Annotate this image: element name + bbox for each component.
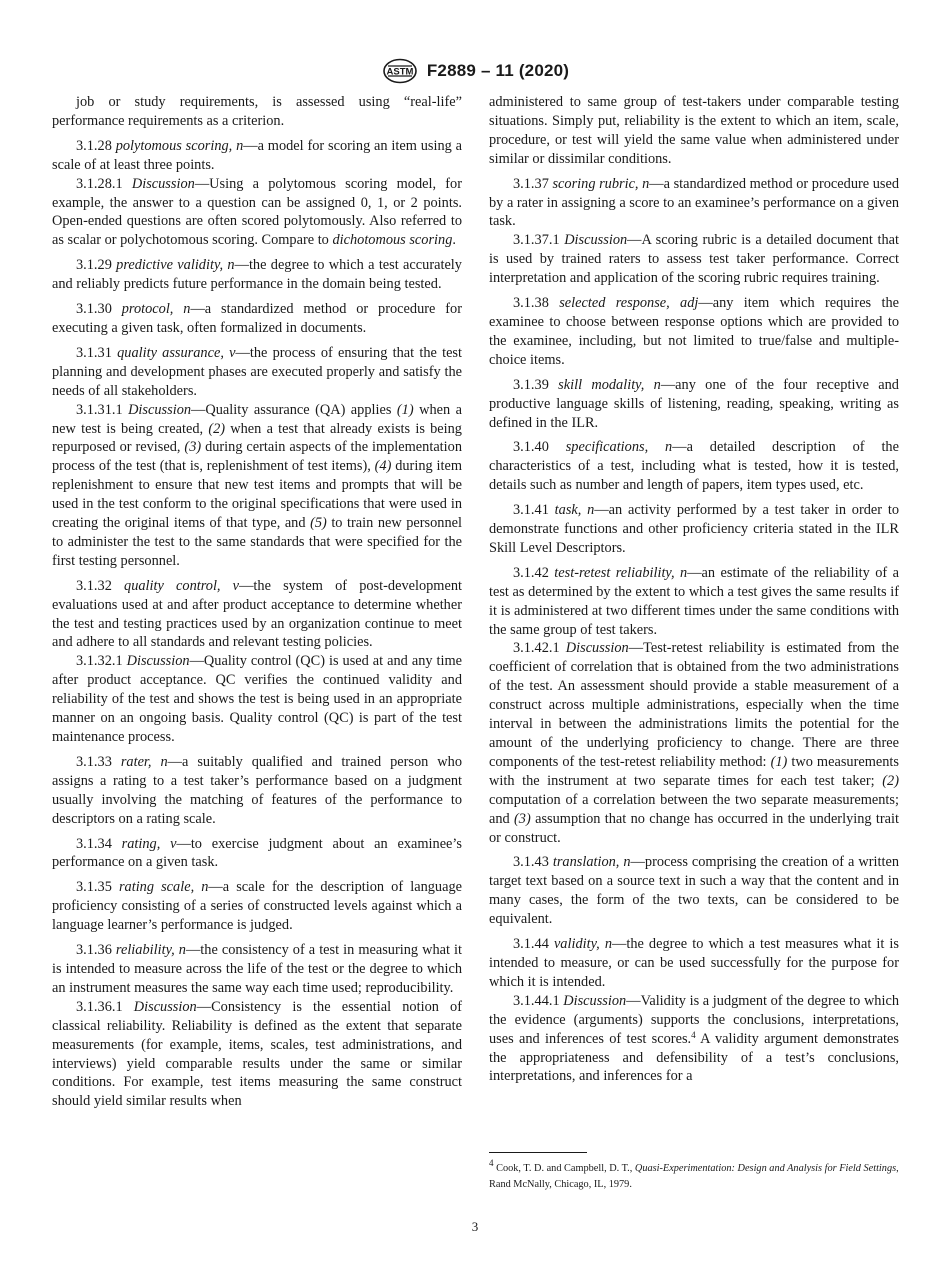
paragraph [489, 501, 899, 558]
text-run: 3.1.36.1 [76, 998, 134, 1015]
paragraph [489, 935, 899, 992]
text-run: 3.1.44.1 [513, 992, 564, 1009]
left-column [52, 93, 462, 1111]
text-run: 3.1.40 [513, 439, 566, 456]
paragraph [52, 256, 462, 294]
paragraph [489, 639, 899, 847]
text-run: administered to same group of test-takers under comparable testing situations. Simply put, reliability is the extent to which an item, scale, procedure, or test will yield the same value when administered under similar or dissimilar conditions. [489, 94, 899, 167]
italic-text: translation, n [552, 854, 631, 871]
paragraph [489, 853, 899, 929]
paragraph [489, 376, 899, 433]
paragraph [52, 93, 462, 131]
text-run: —Using a polytomous scoring model, for example, the answer to a question can be assigned 0, 1, or 2 points. Open-ended questions are often scored polytomously. Also referred to as scalar or polychotomous scoring. Compare to [52, 175, 463, 249]
text-run: —process comprising the creation of a written target text based on a source text in such a way that the content and in many cases, the form of the two texts, can be considered to be equivalent. [489, 854, 899, 928]
text-run: computation of a correlation between the two separate measurements; and [489, 791, 899, 827]
text-run: , Rand McNally, Chicago, IL, 1979. [489, 1163, 899, 1190]
text-run: —an estimate of the reliability of a test as determined by the extent to which a test gives the same results if it is administered at two different times under the same conditions with the same group of test takers. [489, 564, 899, 638]
paragraph [52, 401, 462, 571]
italic-text: selected response, adj [559, 295, 699, 312]
italic-text: polytomous scoring, n [115, 137, 244, 154]
paragraph [52, 175, 462, 251]
logo-text: ASTM [386, 66, 414, 78]
footnote-text [489, 1163, 899, 1190]
standard-designation: F2889 – 11 (2020) [426, 61, 570, 80]
italic-text: Discussion [126, 653, 190, 670]
italic-text: Discussion [565, 640, 629, 657]
right-column [489, 93, 899, 1086]
text-run: —any one of the four receptive and productive language skills of listening, reading, speaking, writing as defined in the ILR. [489, 376, 899, 431]
text-run: 3.1.33 [76, 753, 121, 770]
text-run: when a test that already exists is being repurposed or revised, [52, 420, 462, 456]
footnote-reference: 4 [691, 1029, 696, 1040]
paragraph [52, 652, 462, 747]
text-run: —the degree to which a test accurately and reliably predicts future performance in the domain being tested. [52, 257, 462, 293]
text-run: . [452, 232, 456, 249]
paragraph [489, 992, 899, 1087]
italic-text: protocol, n [121, 301, 191, 318]
text-run: —A scoring rubric is a detailed document that is used by trained raters to assess test taker performance. Correct interpretation and application of the scoring rubric requires training. [489, 232, 900, 287]
italic-text: predictive validity, n [116, 257, 235, 274]
paragraph [489, 175, 899, 232]
text-run: 3.1.28.1 [76, 175, 132, 192]
text-run: —the system of post-development evaluations used at and after product acceptance to determine whether the test and testing practices used by an organization continue to meet and adhere to all standards and relevant testing policies. [52, 577, 462, 651]
text-run: —the degree to which a test measures what it is intended to measure, or can be used successfully for the purpose for which it is intended. [489, 936, 899, 990]
text-run: during item replenishment to ensure that new test items and prompts that will be used in the test conform to the original specifications that were used in creating the original items of that type, and [52, 458, 462, 532]
text-run: 3.1.28 [76, 137, 116, 154]
text-run: —Validity is a judgment of the degree to which the evidence (arguments) supports the conclusions, interpretations, uses and inferences of test scores. [489, 992, 900, 1047]
text-run: 3.1.44 [513, 936, 554, 953]
text-run: 3.1.36 [76, 942, 116, 959]
text-run: —a standardized method or procedure for executing a given task, often formalized in documents. [52, 301, 462, 336]
text-run: 3.1.38 [513, 295, 560, 312]
text-run: —Test-retest reliability is estimated from the coefficient of correlation that is obtained from the two administrations of the test. An assessment should provide a stable measurement of a construct across multiple administrations, especially when the time interval in between the administrations limits the potential for the amount of the underlying proficiency to change. There are three components of the test-retest reliability method: [489, 640, 900, 770]
paragraph [52, 753, 462, 829]
text-run: —to exercise judgment about an examinee’s performance on a given task. [52, 835, 462, 871]
paragraph [52, 878, 462, 935]
italic-text: (1) [396, 401, 414, 418]
paragraph [52, 941, 462, 998]
italic-text: (5) [310, 515, 327, 532]
page-header [0, 58, 950, 84]
italic-text: specifications, n [565, 439, 673, 456]
page-number: 3 [471, 1219, 479, 1234]
text-run: 3.1.34 [76, 835, 122, 852]
text-run: 3.1.35 [76, 879, 119, 896]
paragraph [52, 137, 462, 175]
italic-text: rating, v [121, 835, 177, 852]
paragraph [489, 438, 899, 495]
paragraph [52, 577, 462, 653]
text-run: —Consistency is the essential notion of classical reliability. Reliability is defined as the extent that separate measurements (for example, items, scales, test administrations, and interviews) yield comparable results under the same or similar conditions. For example, test items measuring the same construct should yield similar results when [52, 998, 463, 1110]
text-run: 3.1.42 [513, 564, 555, 581]
italic-text: quality assurance, v [117, 344, 236, 361]
italic-text: (3) [184, 439, 202, 456]
text-run: —the consistency of a test in measuring what it is intended to measure across the life of the test or the degree to which an instrument measures the same way each time used; reproducibility. [52, 942, 463, 996]
text-run: —any item which requires the examinee to choose between response options which are provided to the examinee, including, but not limited to true/false and multiple-choice items. [489, 295, 899, 368]
italic-text: test-retest reliability, n [554, 564, 688, 581]
italic-text: Discussion [131, 175, 195, 192]
text-run: —a scale for the description of language proficiency consisting of a series of constructed levels against which a language learner’s performance is judged. [52, 879, 462, 934]
text-run: —Quality control (QC) is used at and any time after product acceptance. QC verifies the continued validity and reliability of the test and shows the test is being used in an appropriate manner on an ongoing basis. Quality control (QC) is part of the test maintenance process. [52, 653, 463, 745]
text-run: 3.1.37 [513, 175, 553, 192]
text-run: —a standardized method or procedure used by a rater in assigning a score to an examinee’s performance on a given task. [489, 175, 900, 230]
text-run: 3.1.30 [76, 301, 122, 318]
italic-text: Discussion [563, 992, 627, 1009]
italic-text: Discussion [128, 401, 192, 418]
italic-text: rating scale, n [118, 879, 209, 896]
text-run: assumption that no change has occurred in the underlying trait or construct. [489, 810, 899, 846]
paragraph [489, 294, 899, 370]
text-run: 3.1.37.1 [513, 232, 565, 249]
text-run: 3.1.42.1 [513, 640, 566, 657]
italic-text: quality control, v [124, 577, 240, 594]
italic-text: skill modality, n [558, 376, 661, 393]
footnote [489, 1158, 899, 1192]
text-run: when a new test is being created, [52, 401, 462, 437]
paragraph [52, 300, 462, 338]
text-run: job or study requirements, is assessed using “real-life” performance requirements as a criterion. [52, 94, 462, 129]
paragraph [52, 344, 462, 401]
text-run: two measurements with the instrument at two separate times for each test taker; [489, 753, 899, 789]
italic-text: (4) [374, 458, 392, 475]
text-run: —an activity performed by a test taker in order to demonstrate functions and other proficiency criteria stated in the ILR Skill Level Descriptors. [489, 502, 900, 556]
paragraph [52, 998, 462, 1111]
astm-logo-icon [381, 58, 419, 84]
text-run: 3.1.32 [76, 577, 125, 594]
italic-text: (2) [208, 420, 226, 437]
text-run: —Quality assurance (QA) applies [191, 401, 397, 418]
italic-text: rater, n [120, 753, 168, 770]
text-run: —a suitably qualified and trained person who assigns a rating to a test taker’s performance based on a judgment usually involving the matching of features of the performance to descriptors on a rating scale. [52, 753, 462, 827]
text-run: —the process of ensuring that the test planning and development phases are executed properly and satisfy the needs of all stakeholders. [52, 344, 462, 399]
italic-text: (1) [770, 753, 788, 770]
text-run: 3.1.41 [513, 502, 555, 519]
paragraph [52, 835, 462, 873]
italic-text: (3) [514, 810, 531, 827]
italic-text: (2) [882, 772, 899, 789]
paragraph [489, 231, 899, 288]
text-run: A validity argument demonstrates the appropriateness and defensibility of a test’s conclusions, interpretations, and inferences for a [489, 1030, 899, 1085]
text-run: 3.1.29 [76, 257, 117, 274]
italic-text: reliability, n [115, 942, 186, 959]
italic-text: Discussion [133, 998, 197, 1015]
footnote-marker: 4 [489, 1158, 494, 1168]
italic-text: task, n [554, 502, 595, 519]
text-run: —a detailed description of the characteristics of a test, including what is tested, how it is tested, details such as number and length of papers, item types used, etc. [489, 439, 899, 494]
text-run: 3.1.43 [513, 854, 553, 871]
text-run: during certain aspects of the implementation process of the test (that is, replenishment of test items), [52, 439, 462, 475]
italic-text: dichotomous scoring [332, 232, 453, 249]
text-run: 3.1.31.1 [76, 401, 129, 418]
italic-text: Quasi-Experimentation: Design and Analysis for Field Settings [634, 1163, 897, 1174]
footnote-divider [489, 1152, 587, 1153]
italic-text: Discussion [564, 232, 628, 249]
paragraph [489, 564, 899, 640]
text-run: 3.1.39 [513, 376, 559, 393]
text-run: —a model for scoring an item using a scale of at least three points. [52, 137, 462, 173]
italic-text: scoring rubric, n [552, 175, 650, 192]
text-run: Cook, T. D. and Campbell, D. T., [496, 1163, 635, 1174]
paragraph [489, 93, 899, 169]
text-run: 3.1.31 [76, 344, 118, 361]
text-run: 3.1.32.1 [76, 653, 127, 670]
text-run: to train new personnel to administer the test to the same standards that were specified for the first testing personnel. [52, 515, 462, 569]
italic-text: validity, n [553, 936, 612, 953]
